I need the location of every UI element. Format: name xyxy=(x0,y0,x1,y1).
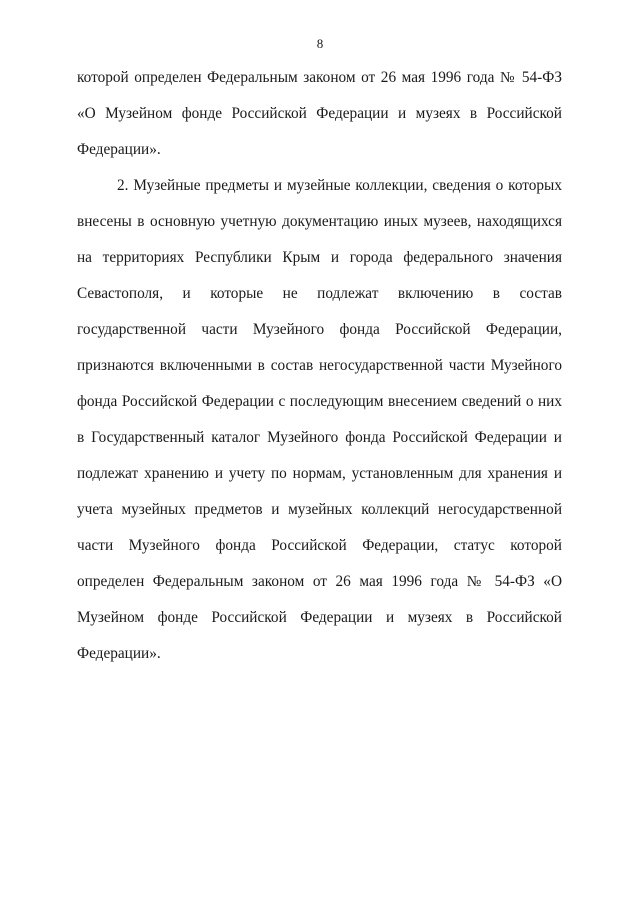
document-body xyxy=(77,60,562,672)
paragraph-2: 2. Музейные предметы и музейные коллекции, сведения о которых внесены в основную учетную документацию иных музеев, находящихся на территориях Республики Крым и города федерального значения Севастополя, и которые не подлежат включению в состав государственной части Музейного фонда Российской Федерации, признаются включенными в состав негосударственной части Музейного фонда Российской Федерации с последующим внесением сведений о них в Государственный каталог Музейного фонда Российской Федерации и подлежат хранению и учету по нормам, установленным для хранения и учета музейных предметов и музейных коллекций негосударственной части Музейного фонда Российской Федерации, статус которой определен Федеральным законом от 26 мая 1996 года № 54-ФЗ «О Музейном фонде Российской Федерации и музеях в Российской Федерации». xyxy=(77,177,562,662)
page-number: 8 xyxy=(316,36,324,51)
paragraph-continuation: которой определен Федеральным законом от 26 мая 1996 года № 54-ФЗ «О Музейном фонде Российской Федерации и музеях в Российской Федерации». xyxy=(77,69,562,158)
